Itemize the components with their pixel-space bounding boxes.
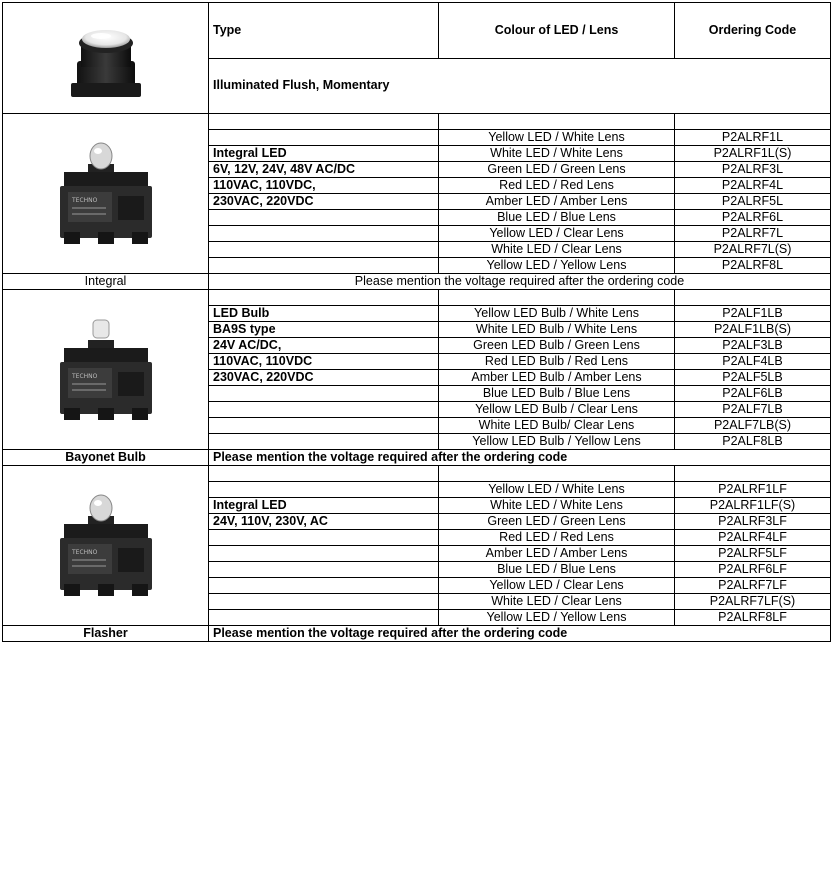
contact-block-image (46, 310, 166, 430)
ordering-code-cell: P2ALRF3LF (675, 514, 831, 530)
ordering-code-cell: P2ALF7LB (675, 402, 831, 418)
type-cell (209, 386, 439, 402)
ordering-code-cell: P2ALF7LB(S) (675, 418, 831, 434)
section-photo (3, 290, 209, 450)
ordering-code-cell: P2ALRF6L (675, 210, 831, 226)
header-type: Type (209, 3, 439, 59)
ordering-code-cell: P2ALRF5L (675, 194, 831, 210)
type-cell (209, 546, 439, 562)
section-note: Please mention the voltage required after the ordering code (209, 274, 831, 290)
colour-cell: Yellow LED Bulb / Clear Lens (439, 402, 675, 418)
type-cell (209, 402, 439, 418)
ordering-code-cell: P2ALRF7L(S) (675, 242, 831, 258)
colour-cell (439, 290, 675, 306)
svg-text:TECHNO: TECHNO (71, 548, 97, 556)
ordering-code-cell: P2ALRF7LF(S) (675, 594, 831, 610)
ordering-code-cell: P2ALRF1LF (675, 482, 831, 498)
type-cell: LED Bulb (209, 306, 439, 322)
ordering-code-cell: P2ALRF4LF (675, 530, 831, 546)
ordering-code-cell (675, 290, 831, 306)
colour-cell (439, 466, 675, 482)
type-cell: 110VAC, 110VDC (209, 354, 439, 370)
type-cell: 24V, 110V, 230V, AC (209, 514, 439, 530)
contact-block-image (46, 486, 166, 606)
ordering-code-cell: P2ALF1LB (675, 306, 831, 322)
type-cell: 230VAC, 220VDC (209, 194, 439, 210)
colour-cell: Green LED / Green Lens (439, 162, 675, 178)
type-cell: 110VAC, 110VDC, (209, 178, 439, 194)
section-label: Bayonet Bulb (3, 450, 209, 466)
colour-cell: Red LED / Red Lens (439, 530, 675, 546)
ordering-code-cell (675, 466, 831, 482)
ordering-code-cell: P2ALRF1L(S) (675, 146, 831, 162)
pushbutton-image (51, 3, 161, 113)
header-ordering-code: Ordering Code (675, 3, 831, 59)
ordering-code-cell: P2ALF4LB (675, 354, 831, 370)
colour-cell: Yellow LED / Yellow Lens (439, 610, 675, 626)
colour-cell: Blue LED / Blue Lens (439, 210, 675, 226)
ordering-code-cell: P2ALRF4L (675, 178, 831, 194)
colour-cell: Yellow LED / Yellow Lens (439, 258, 675, 274)
colour-cell: Yellow LED / Clear Lens (439, 226, 675, 242)
section-label: Flasher (3, 626, 209, 642)
ordering-code-cell: P2ALF3LB (675, 338, 831, 354)
colour-cell: Amber LED / Amber Lens (439, 194, 675, 210)
colour-cell: Yellow LED / White Lens (439, 130, 675, 146)
ordering-code-cell: P2ALRF1LF(S) (675, 498, 831, 514)
colour-cell: White LED / Clear Lens (439, 242, 675, 258)
ordering-code-cell: P2ALRF3L (675, 162, 831, 178)
type-cell: Integral LED (209, 146, 439, 162)
ordering-code-cell: P2ALF6LB (675, 386, 831, 402)
colour-cell: Red LED Bulb / Red Lens (439, 354, 675, 370)
ordering-code-cell: P2ALRF1L (675, 130, 831, 146)
type-cell (209, 594, 439, 610)
colour-cell: Blue LED / Blue Lens (439, 562, 675, 578)
colour-cell: White LED / White Lens (439, 498, 675, 514)
ordering-code-cell: P2ALRF7L (675, 226, 831, 242)
contact-block-image (46, 134, 166, 254)
section-note-row (3, 274, 831, 290)
header-row (3, 3, 831, 59)
colour-cell: Blue LED Bulb / Blue Lens (439, 386, 675, 402)
product-title: Illuminated Flush, Momentary (209, 58, 831, 114)
colour-cell: White LED Bulb / White Lens (439, 322, 675, 338)
colour-cell: Amber LED Bulb / Amber Lens (439, 370, 675, 386)
svg-text:TECHNO: TECHNO (71, 372, 97, 380)
colour-cell: Yellow LED / Clear Lens (439, 578, 675, 594)
colour-cell: Yellow LED Bulb / Yellow Lens (439, 434, 675, 450)
colour-cell: White LED Bulb/ Clear Lens (439, 418, 675, 434)
type-cell (209, 226, 439, 242)
ordering-code-cell (675, 114, 831, 130)
type-cell (209, 418, 439, 434)
colour-cell: Yellow LED Bulb / White Lens (439, 306, 675, 322)
colour-cell: White LED / Clear Lens (439, 594, 675, 610)
type-cell (209, 562, 439, 578)
colour-cell: Amber LED / Amber Lens (439, 546, 675, 562)
colour-cell (439, 114, 675, 130)
colour-cell: White LED / White Lens (439, 146, 675, 162)
section-note: Please mention the voltage required after the ordering code (209, 450, 831, 466)
type-cell: 6V, 12V, 24V, 48V AC/DC (209, 162, 439, 178)
type-cell (209, 242, 439, 258)
section-note-row (3, 626, 831, 642)
ordering-code-cell: P2ALRF6LF (675, 562, 831, 578)
svg-text:TECHNO: TECHNO (71, 196, 97, 204)
type-cell (209, 530, 439, 546)
type-cell: BA9S type (209, 322, 439, 338)
colour-cell: Green LED / Green Lens (439, 514, 675, 530)
type-cell (209, 258, 439, 274)
ordering-code-cell: P2ALF8LB (675, 434, 831, 450)
product-table (2, 2, 831, 642)
type-cell (209, 434, 439, 450)
ordering-code-cell: P2ALF5LB (675, 370, 831, 386)
ordering-code-cell: P2ALRF8L (675, 258, 831, 274)
section-photo (3, 114, 209, 274)
colour-cell: Yellow LED / White Lens (439, 482, 675, 498)
section-label: Integral (3, 274, 209, 290)
table-row (3, 466, 831, 482)
section-note: Please mention the voltage required after the ordering code (209, 626, 831, 642)
ordering-code-cell: P2ALRF8LF (675, 610, 831, 626)
table-row (3, 114, 831, 130)
section-note-row (3, 450, 831, 466)
ordering-code-cell: P2ALRF7LF (675, 578, 831, 594)
type-cell: 230VAC, 220VDC (209, 370, 439, 386)
type-cell (209, 210, 439, 226)
type-cell (209, 114, 439, 130)
colour-cell: Green LED Bulb / Green Lens (439, 338, 675, 354)
type-cell (209, 466, 439, 482)
type-cell (209, 482, 439, 498)
colour-cell: Red LED / Red Lens (439, 178, 675, 194)
type-cell (209, 610, 439, 626)
type-cell (209, 578, 439, 594)
ordering-code-cell: P2ALRF5LF (675, 546, 831, 562)
table-row (3, 290, 831, 306)
ordering-code-cell: P2ALF1LB(S) (675, 322, 831, 338)
type-cell: Integral LED (209, 498, 439, 514)
header-colour: Colour of LED / Lens (439, 3, 675, 59)
section-photo (3, 466, 209, 626)
type-cell (209, 130, 439, 146)
type-cell (209, 290, 439, 306)
type-cell: 24V AC/DC, (209, 338, 439, 354)
product-photo-pushbutton (3, 3, 209, 114)
